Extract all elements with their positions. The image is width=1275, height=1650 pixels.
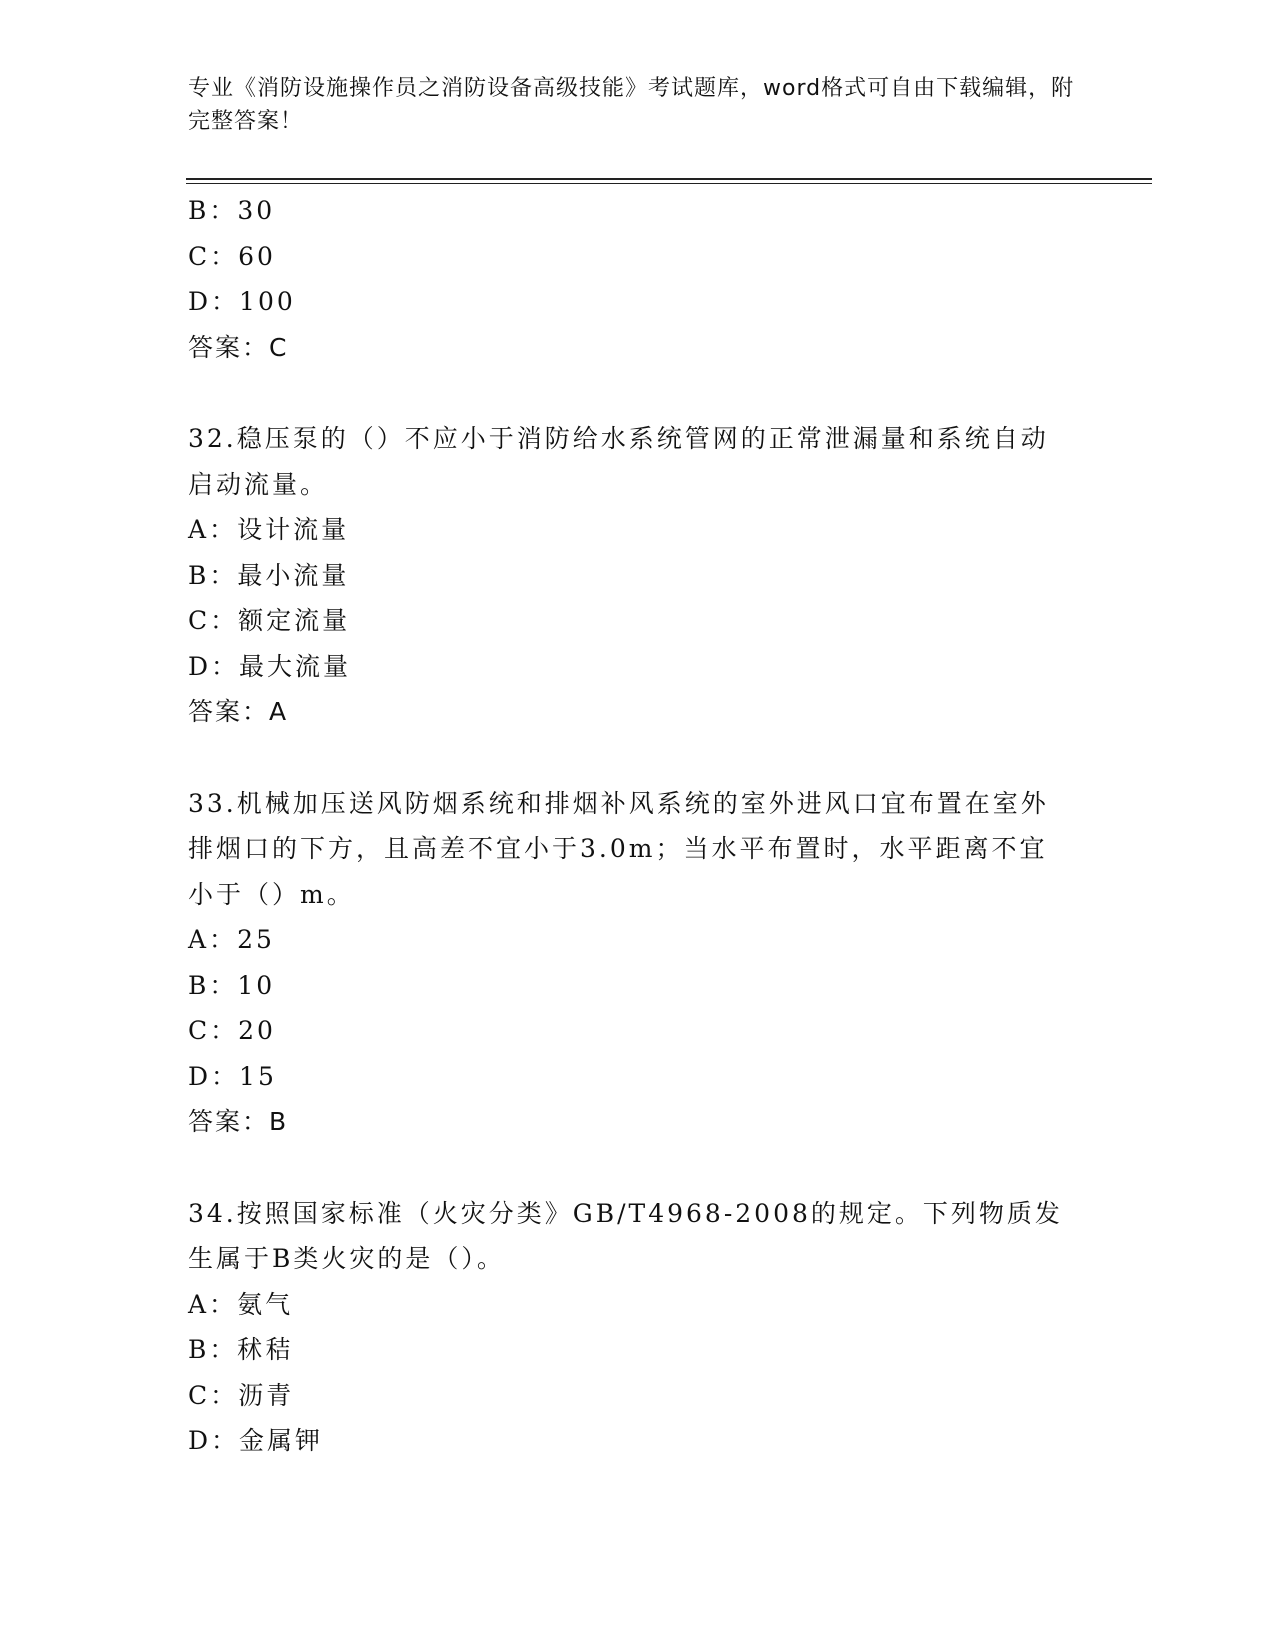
option-c: C：20 xyxy=(188,1016,276,1045)
option-c: C：额定流量 xyxy=(188,606,351,635)
header-divider-thin xyxy=(186,183,1152,184)
option-a: A：氨气 xyxy=(188,1289,294,1319)
option-c: C：沥青 xyxy=(188,1380,295,1410)
question-text: 34.按照国家标准（火灾分类》GB/T4968-2008的规定。下列物质发生属于B类火灾的是（）。 xyxy=(188,1198,1063,1273)
option-c: C：60 xyxy=(188,241,276,271)
document-body xyxy=(188,188,1068,1464)
answer: 答案：C xyxy=(188,332,289,362)
option-a: A：25 xyxy=(188,925,275,954)
header-divider xyxy=(186,178,1152,180)
option-d: D：15 xyxy=(188,1061,277,1091)
question-31-tail xyxy=(188,188,1068,370)
question-text: 32.稳压泵的（）不应小于消防给水系统管网的正常泄漏量和系统自动启动流量。 xyxy=(188,424,1049,499)
answer: 答案：A xyxy=(188,697,289,726)
question-32 xyxy=(188,416,1068,735)
option-d: D：100 xyxy=(188,287,296,316)
option-d: D：金属钾 xyxy=(188,1426,324,1455)
question-33 xyxy=(188,781,1068,1145)
question-text: 33.机械加压送风防烟系统和排烟补风系统的室外进风口宜布置在室外排烟口的下方，且高差不宜小于3.0m；当水平布置时，水平距离不宜小于（）m。 xyxy=(188,788,1049,909)
option-b: B：30 xyxy=(188,196,276,225)
answer: 答案：B xyxy=(188,1107,289,1136)
option-d: D：最大流量 xyxy=(188,651,352,681)
option-a: A：设计流量 xyxy=(188,515,350,544)
option-b: B：最小流量 xyxy=(188,560,350,590)
page-header: 专业《消防设施操作员之消防设备高级技能》考试题库，word格式可自由下载编辑，附完整答案！ xyxy=(188,76,1075,134)
option-b: B：秫秸 xyxy=(188,1335,294,1364)
question-34 xyxy=(188,1191,1068,1464)
option-b: B：10 xyxy=(188,970,276,1000)
